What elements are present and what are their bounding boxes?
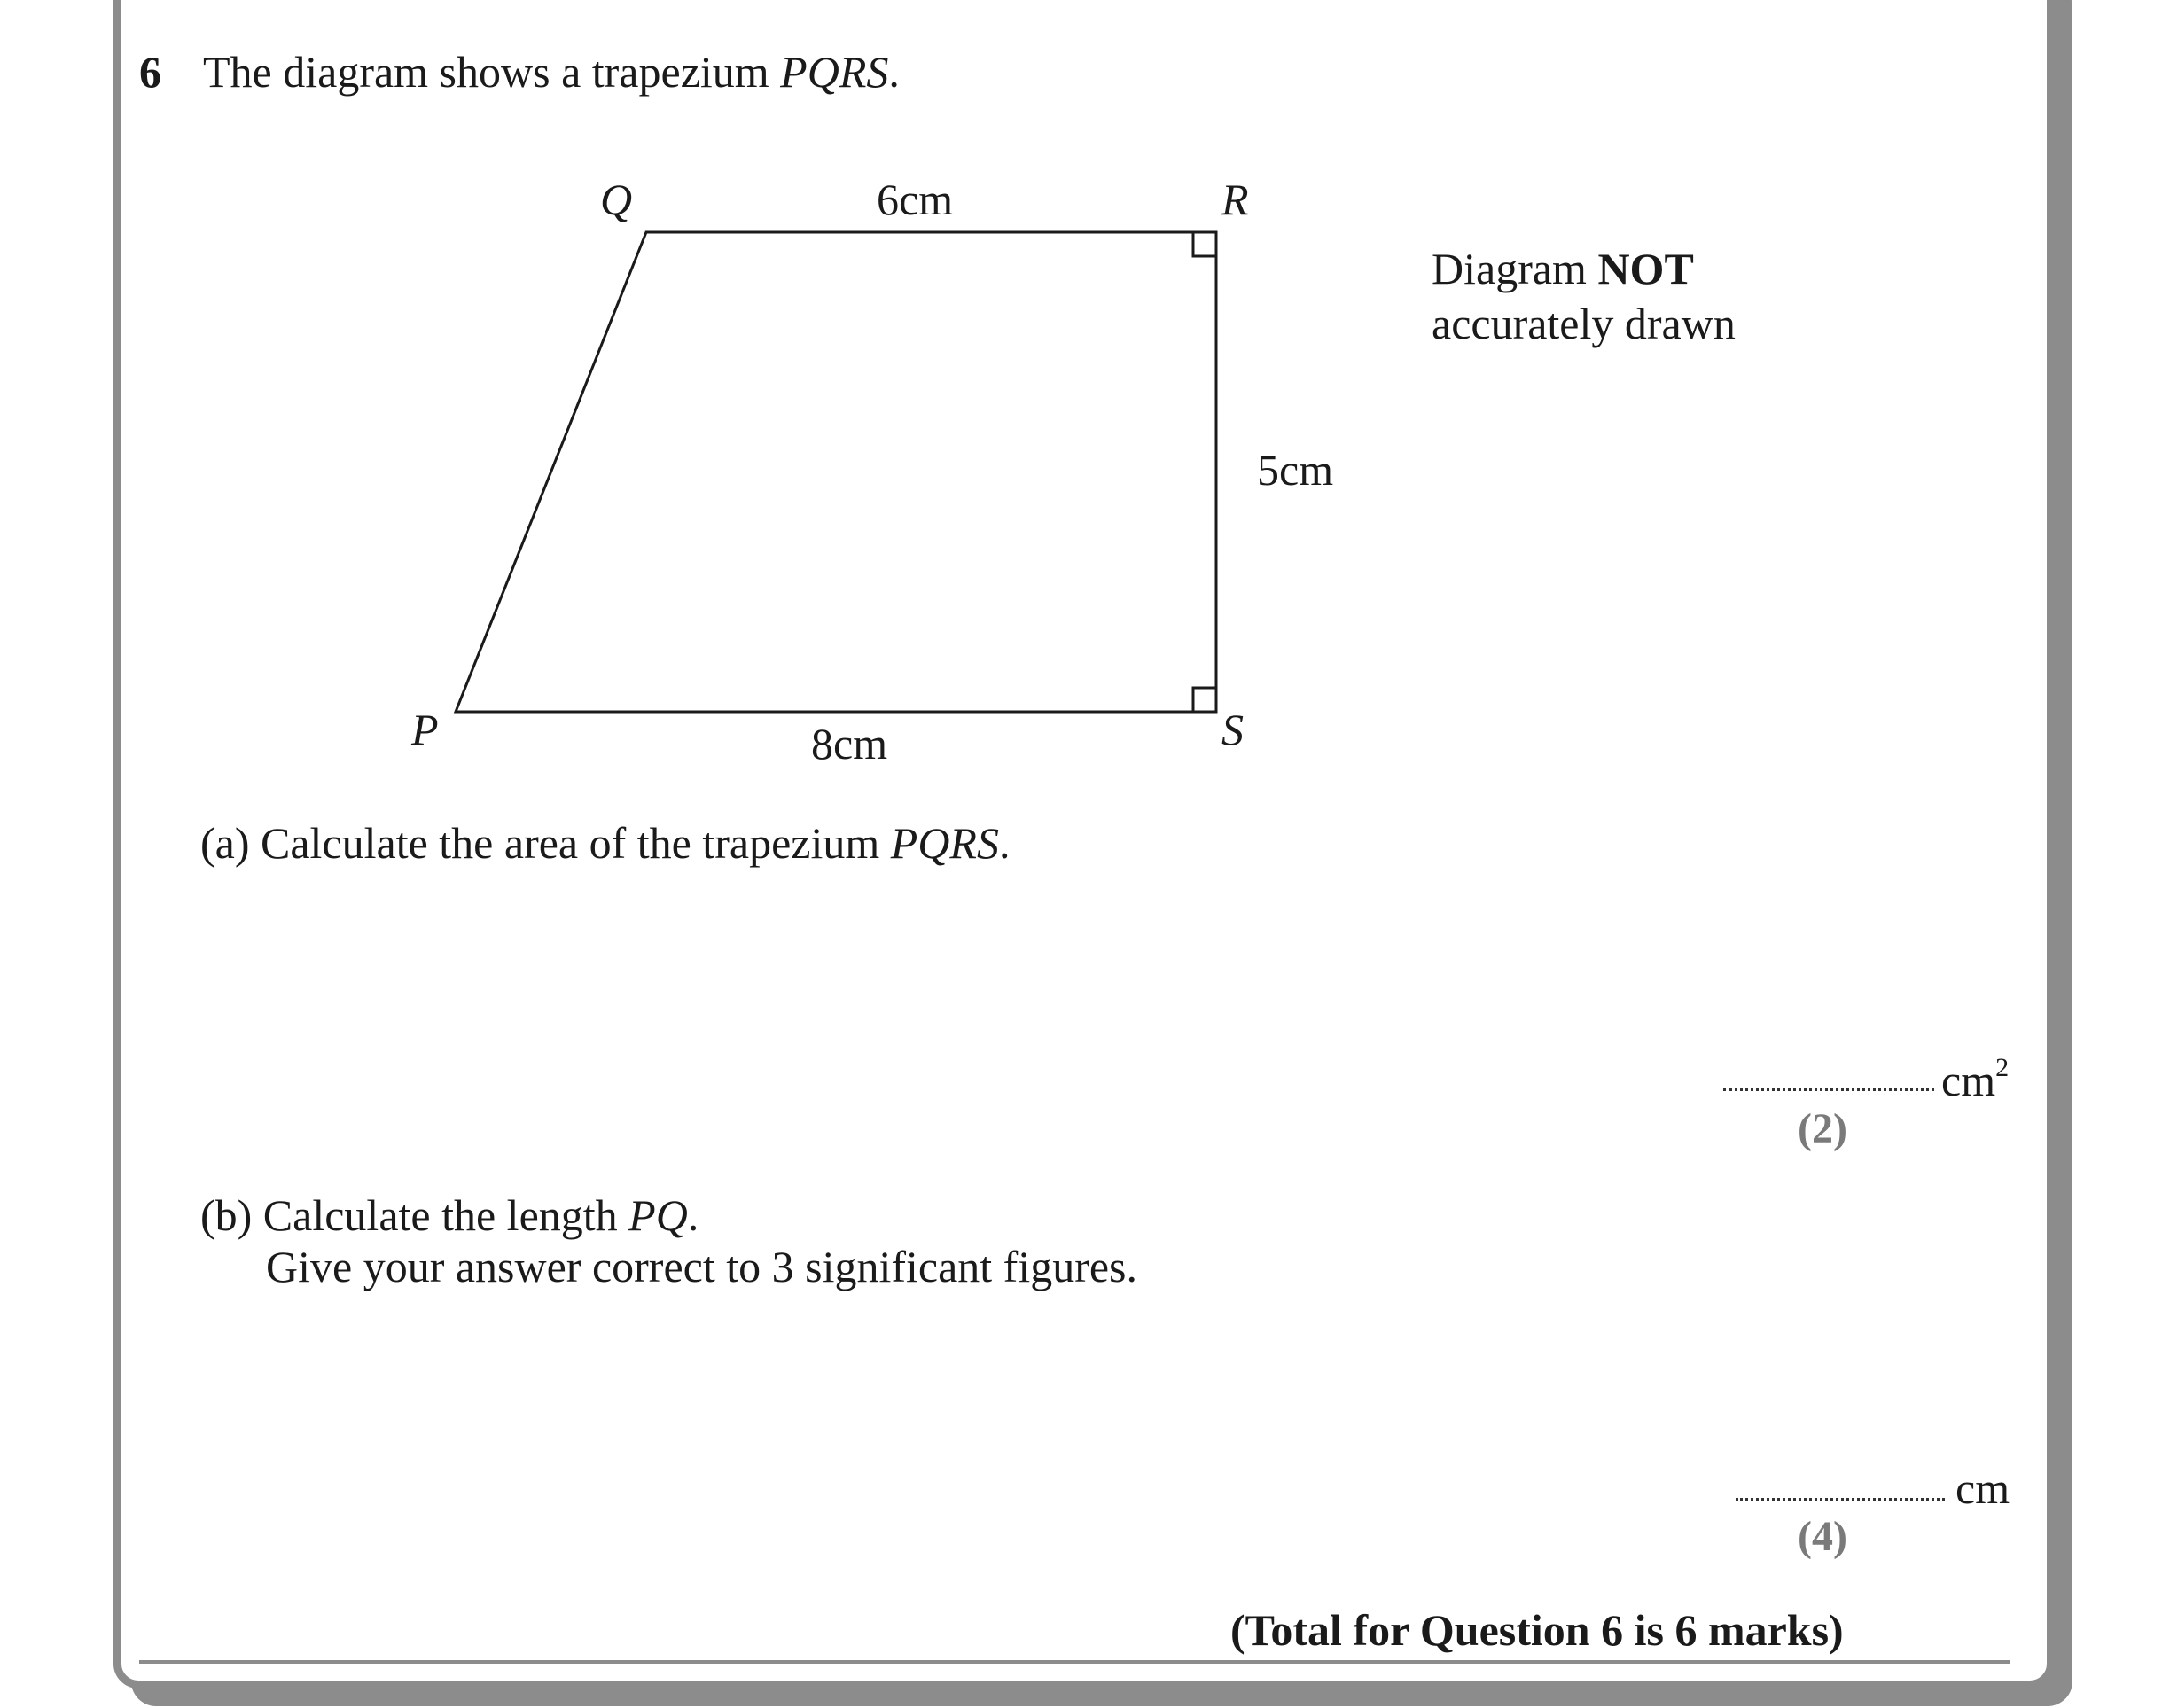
- part-b-end: .: [687, 1190, 699, 1240]
- question-intro-end: .: [888, 47, 900, 97]
- part-a-unit-text: cm: [1941, 1056, 1996, 1105]
- question-number: 6: [139, 47, 161, 97]
- part-a-answer-line[interactable]: [1723, 1088, 1934, 1091]
- part-a-question: [200, 817, 1010, 869]
- part-b-answer-line[interactable]: [1736, 1498, 1945, 1501]
- part-a-shape: PQRS: [890, 818, 999, 868]
- side-label-bottom: 8cm: [811, 719, 888, 768]
- part-a-unit: [1941, 1053, 2009, 1106]
- part-b-line1: [200, 1190, 699, 1240]
- part-a-marks: (2): [1798, 1105, 1847, 1152]
- part-a-text: (a) Calculate the area of the trapezium: [200, 818, 891, 868]
- part-a-unit-sup: 2: [1995, 1053, 2010, 1082]
- right-angle-marker-r: [1193, 232, 1216, 256]
- diagram-note-prefix: Diagram: [1432, 244, 1598, 293]
- trapezium-shape: [456, 232, 1216, 712]
- part-b-question: [200, 1189, 1137, 1292]
- vertex-label-q: Q: [600, 175, 633, 224]
- part-b-shape: PQ: [628, 1190, 688, 1240]
- diagram-note-line2: accurately drawn: [1432, 299, 1736, 348]
- part-b-text: (b) Calculate the length: [200, 1190, 629, 1240]
- vertex-label-r: R: [1221, 175, 1249, 224]
- vertex-label-s: S: [1221, 705, 1244, 754]
- question-intro-text: The diagram shows a trapezium: [203, 47, 781, 97]
- right-angle-marker-s: [1193, 688, 1216, 712]
- side-label-top: 6cm: [877, 175, 954, 224]
- diagram-note-line1: [1432, 241, 1736, 296]
- diagram-note: [1432, 241, 1736, 351]
- part-b-unit: cm: [1955, 1463, 2010, 1513]
- vertex-label-p: P: [411, 705, 439, 754]
- part-a-end: .: [998, 818, 1011, 868]
- part-b-line2: Give your answer correct to 3 significant figures.: [266, 1242, 1138, 1291]
- side-label-right: 5cm: [1257, 445, 1334, 495]
- diagram-note-not: NOT: [1597, 244, 1694, 293]
- bottom-rule: [139, 1660, 2010, 1664]
- part-b-marks: (4): [1798, 1513, 1847, 1560]
- question-intro-shape: PQRS: [780, 47, 889, 97]
- question-total: (Total for Question 6 is 6 marks): [1230, 1605, 1844, 1655]
